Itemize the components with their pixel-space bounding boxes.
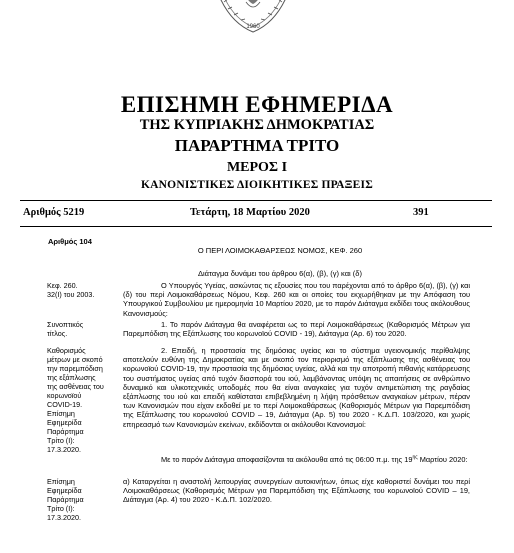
law-title: Ο ΠΕΡΙ ΛΟΙΜΟΚΑΘΑΡΣΕΩΣ ΝΟΜΟΣ, ΚΕΦ. 260 <box>197 246 363 255</box>
gazette-title: ΕΠΙΣΗΜΗ ΕΦΗΜΕΡΙΔΑ <box>120 92 394 117</box>
section2-margin-note <box>47 346 119 454</box>
margin-line: 32(Ι) του 2003. <box>47 290 95 299</box>
margin-line: Εφημερίδα <box>47 486 82 495</box>
effective-date-text: Με το παρόν Διάταγμα αποφασίζονται τα ακόλουθα από τις 06:00 π.μ. της 19 <box>161 455 413 464</box>
section-2-paragraph: 2. Επειδή, η προστασία της δημόσιας υγείας και το σύστημα υγειονομικής περίθαλψης αποτελούν ευθύνη της Δημοκρατίας και με σκοπό τον περιορισμό της εξάπλωσης της ασθένειας του κορωνοϊού COVID-19, την προστασία της δημόσιας υγείας, αλλά και την αποτροπή πιθανής κατάρρευσης του συστήματος υγείας από τυχόν διασπορά του ιού, λαμβάνοντας υπόψη τις απαιτήσεις σε ανθρώπινο δυναμικό και υλικοτεχνικές υποδομές που θα είναι αναγκαίες για τυχόν αντιμετώπιση της ραγδαίας εξάπλωσης του ιού και επειδή καθίσταται επιβεβλημένη η λήψη πρόσθετων αναγκαίων μέτρων, πέραν των Κανονισμών που είχαν εκδοθεί με το περί Λοιμοκαθάρσεως (Καθορισμός Μέτρων για Παρεμπόδιση της Εξάπλωσης του κορωνοϊού COVID – 19, Διάταγμα (Αρ. 5) του 2020 - Κ.Δ.Π. 103/2020, και χωρίς επηρεασμό των Κανονισμών εκείνων, εκδίδονται οι ακόλουθοι Κανονισμοί: <box>123 346 470 429</box>
coat-of-arms-seal <box>208 0 298 40</box>
margin-line: Συνοπτικός <box>47 320 84 329</box>
intro-margin-note <box>47 281 119 299</box>
margin-line: της εξάπλωσης <box>47 373 96 382</box>
margin-line: Καθορισμός <box>47 346 86 355</box>
margin-line: Κεφ. 260. <box>47 281 78 290</box>
margin-line: την παρεμπόδιση <box>47 364 103 373</box>
gazette-subtitle: ΤΗΣ ΚΥΠΡΙΑΚΗΣ ΔΗΜΟΚΡΑΤΙΑΣ <box>139 117 375 133</box>
margin-line: COVID-19. <box>47 400 83 409</box>
cyprus-coat-of-arms-icon <box>208 0 298 40</box>
section1-margin-note <box>47 320 119 338</box>
item-a-paragraph: α) Καταργείται η αναστολή λειτουργίας συνεργείων αυτοκινήτων, όπως είχε καθοριστεί δυνάμει του περί Λοιμοκαθάρσεως (Καθορισμός Μέτρων για Παρεμπόδιση της Εξάπλωσης του κορωνοϊού COVID – 19, Διάταγμα (Αρ. 4) του 2020 - Κ.Δ.Π. 102/2020. <box>123 477 470 505</box>
margin-line: Εφημερίδα <box>47 418 82 427</box>
section-1-paragraph: 1. Το παρόν Διάταγμα θα αναφέρεται ως το περί Λοιμοκαθάρσεως (Καθορισμός Μέτρων για Παρεμπόδιση της Εξάπλωσης του κορωνοϊού COVID - 19), Διάταγμα (Αρ. 6) του 2020. <box>123 320 470 339</box>
issue-date: Τετάρτη, 18 Μαρτίου 2020 <box>190 207 310 218</box>
part-heading: ΜΕΡΟΣ Ι <box>226 160 288 175</box>
margin-line: Τρίτο (Ι): <box>47 504 75 513</box>
supplement-heading: ΠΑΡΑΡΤΗΜΑ ΤΡΙΤΟ <box>174 136 340 155</box>
margin-line: 17.3.2020. <box>47 513 81 522</box>
item-a-margin-note <box>47 477 119 522</box>
seal-year: 1960 <box>246 24 260 30</box>
margin-line: Επίσημη <box>47 409 75 418</box>
effective-date-paragraph <box>123 455 470 464</box>
intro-paragraph: Ο Υπουργός Υγείας, ασκώντας τις εξουσίες που του παρέχονται από το άρθρο 6(α), (β), (γ) και (δ) του περί Λοιμοκαθάρσεως Νόμου, Κεφ. 260 και οι οποίες του εκχωρήθηκαν με την Απόφαση του Υπουργικού Συμβουλίου με ημερομηνία 10 Μαρτίου 2020, με το παρόν Διάταγμα εκδίδει τους ακόλουθους Κανονισμούς: <box>123 281 470 318</box>
margin-line: Παράρτημα <box>47 495 84 504</box>
margin-line: μέτρων με σκοπό <box>47 355 103 364</box>
ordinal-suffix: ης <box>412 454 418 461</box>
margin-line: κορωνοϊού <box>47 391 82 400</box>
page-number: 391 <box>413 207 429 218</box>
issue-bar <box>20 200 492 227</box>
margin-line: Επίσημη <box>47 477 75 486</box>
margin-line: της ασθένειας του <box>47 382 104 391</box>
effective-date-month: Μαρτίου 2020: <box>417 455 468 464</box>
margin-line: Παράρτημα <box>47 427 84 436</box>
category-heading: ΚΑΝΟΝΙΣΤΙΚΕΣ ΔΙΟΙΚΗΤΙΚΕΣ ΠΡΑΞΕΙΣ <box>141 179 373 191</box>
margin-line: Τρίτο (Ι): <box>47 436 75 445</box>
issue-number: Αριθμός 5219 <box>23 207 85 218</box>
margin-line: τίτλος. <box>47 329 68 338</box>
document-number: Αριθμός 104 <box>48 237 92 246</box>
margin-line: 17.3.2020. <box>47 445 81 454</box>
decree-line: Διάταγμα δυνάμει του άρθρου 6(α), (β), (γ) και (δ) <box>198 269 362 278</box>
